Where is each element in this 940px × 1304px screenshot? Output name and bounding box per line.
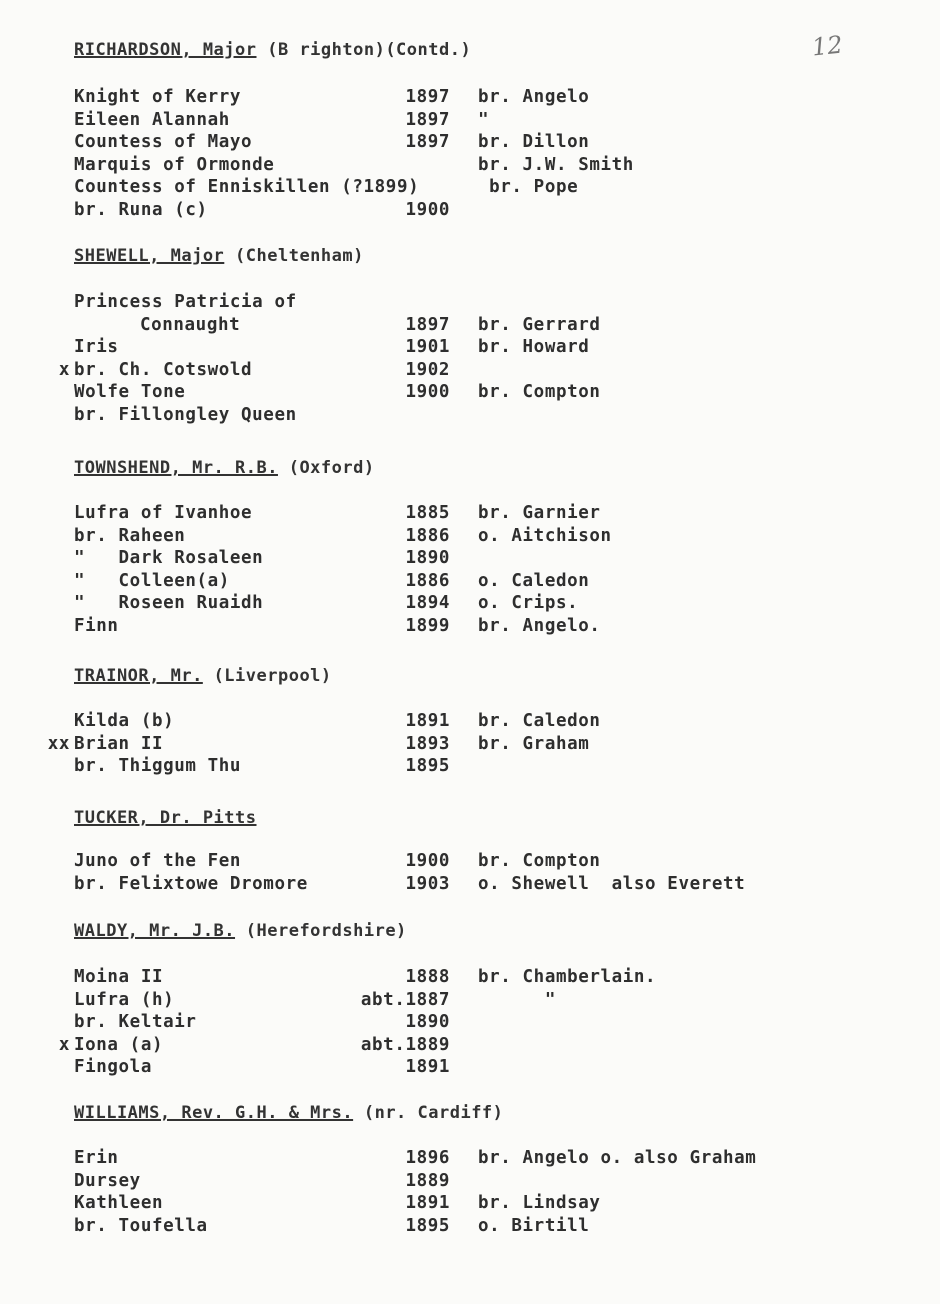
entry-year: 1886 — [405, 570, 450, 591]
entry-note: o. Birtill — [478, 1215, 590, 1236]
breeder-location: (Oxford) — [277, 458, 375, 478]
breeder-name: SHEWELL, Major — [74, 246, 225, 266]
entry-note: br. Angelo o. also Graham — [478, 1148, 757, 1168]
entry-year: 1891 — [405, 1193, 450, 1213]
dog-entry — [0, 1035, 940, 1058]
dog-list — [0, 87, 940, 222]
dog-name: Dursey — [74, 1170, 141, 1191]
breeder-heading — [74, 40, 471, 60]
entry-note: br. Graham — [478, 733, 590, 754]
dog-name: " Dark Rosaleen — [74, 548, 264, 568]
dog-entry — [0, 382, 940, 405]
entry-year: 1897 — [405, 109, 450, 130]
page-number: 12 — [810, 30, 844, 62]
breeder-location: (Cheltenham) — [224, 246, 364, 266]
dog-entry — [0, 548, 940, 571]
dog-name: br. Felixtowe Dromore — [74, 873, 308, 894]
dog-entry — [0, 315, 940, 338]
entry-year: 1885 — [405, 503, 450, 523]
dog-list — [0, 711, 940, 779]
dog-name: Lufra of Ivanhoe — [74, 503, 253, 523]
dog-name: Juno of the Fen — [74, 851, 242, 871]
breeder-location: (Herefordshire) — [235, 921, 407, 941]
dog-name: Iris — [74, 337, 119, 357]
entry-year: abt.1889 — [360, 1034, 450, 1055]
dog-name: " Colleen(a) — [74, 570, 230, 591]
entry-mark: xx — [47, 733, 70, 754]
dog-name: Iona (a) — [74, 1034, 164, 1055]
dog-entry — [0, 571, 940, 594]
breeder-name: TOWNSHEND, Mr. R.B. — [74, 458, 278, 478]
dog-list — [0, 851, 940, 896]
breeder-name: WILLIAMS, Rev. G.H. & Mrs. — [74, 1103, 354, 1123]
dog-entry — [0, 1216, 940, 1239]
dog-entry — [0, 503, 940, 526]
entry-year: 1897 — [405, 314, 450, 335]
dog-name: Connaught — [140, 314, 241, 335]
entry-year: 1897 — [405, 132, 450, 152]
entry-year: 1902 — [405, 359, 450, 380]
dog-list — [0, 503, 940, 638]
breeder-heading — [74, 458, 375, 478]
dog-name: br. Keltair — [74, 1012, 197, 1032]
dog-name: br. Fillongley Queen — [74, 404, 297, 425]
dog-entry — [0, 87, 940, 110]
dog-entry — [0, 1193, 940, 1216]
dog-name: Knight of Kerry — [74, 87, 242, 107]
dog-entry — [0, 110, 940, 133]
dog-entry — [0, 292, 940, 315]
dog-entry — [0, 874, 940, 897]
entry-year: 1891 — [405, 711, 450, 731]
entry-year: 1903 — [405, 873, 450, 894]
entry-note: o. Aitchison — [478, 525, 612, 546]
dog-name: Moina II — [74, 967, 164, 987]
dog-entry — [0, 1171, 940, 1194]
entry-note: br. Dillon — [478, 132, 590, 152]
entry-note: br. Gerrard — [478, 314, 601, 335]
dog-name: br. Ch. Cotswold — [74, 359, 253, 380]
dog-name: Fingola — [74, 1057, 152, 1077]
dog-entry — [0, 756, 940, 779]
breeder-heading — [74, 666, 332, 686]
dog-entry — [0, 1148, 940, 1171]
dog-entry — [0, 734, 940, 757]
entry-note: br. J.W. Smith — [478, 154, 634, 175]
breeder-name: TUCKER, Dr. Pitts — [74, 808, 257, 828]
entry-note: " — [478, 109, 490, 130]
entry-year: 1900 — [405, 851, 450, 871]
entry-note: br. Angelo. — [478, 615, 601, 636]
entry-mark: x — [58, 1034, 70, 1055]
dog-entry — [0, 200, 940, 223]
dog-name: Kathleen — [74, 1193, 164, 1213]
dog-name: Lufra (h) — [74, 989, 175, 1010]
dog-entry — [0, 337, 940, 360]
dog-entry — [0, 711, 940, 734]
dog-entry — [0, 1057, 940, 1080]
dog-entry — [0, 405, 940, 428]
entry-year: 1895 — [405, 1215, 450, 1236]
breeder-name: WALDY, Mr. J.B. — [74, 921, 236, 941]
dog-name: Wolfe Tone — [74, 382, 186, 402]
entry-year: 1891 — [405, 1057, 450, 1077]
entry-year: 1897 — [405, 87, 450, 107]
breeder-location: (Liverpool) — [202, 666, 332, 686]
dog-list — [0, 967, 940, 1080]
dog-entry — [0, 360, 940, 383]
dog-entry — [0, 967, 940, 990]
breeder-name: RICHARDSON, Major — [74, 40, 257, 60]
dog-name: Erin — [74, 1148, 119, 1168]
entry-year: 1899 — [405, 615, 450, 636]
entry-note: br. Compton — [478, 382, 601, 402]
entry-note: br. Compton — [478, 851, 601, 871]
dog-name: br. Runa (c) — [74, 199, 208, 220]
dog-name: Finn — [74, 615, 119, 636]
entry-note: br. Lindsay — [478, 1193, 601, 1213]
dog-name: Marquis of Ormonde — [74, 154, 275, 175]
breeder-heading — [74, 921, 407, 941]
breeder-heading — [74, 808, 257, 828]
dog-name: Countess of Mayo — [74, 132, 253, 152]
entry-note: o. Caledon — [478, 570, 590, 591]
entry-year: 1900 — [405, 199, 450, 220]
dog-name: Kilda (b) — [74, 711, 175, 731]
dog-entry — [0, 616, 940, 639]
dog-name: Princess Patricia of — [74, 292, 297, 312]
entry-note: o. Shewell also Everett — [478, 873, 746, 894]
dog-entry — [0, 155, 940, 178]
breeder-name: TRAINOR, Mr. — [74, 666, 203, 686]
entry-year: 1889 — [405, 1170, 450, 1191]
entry-note: o. Crips. — [478, 593, 579, 613]
entry-note: br. Pope — [478, 177, 579, 197]
entry-note: " — [478, 989, 556, 1010]
dog-list — [0, 292, 940, 427]
dog-entry — [0, 593, 940, 616]
dog-entry — [0, 132, 940, 155]
entry-year: 1893 — [405, 733, 450, 754]
entry-year: 1901 — [405, 337, 450, 357]
dog-entry — [0, 851, 940, 874]
entry-year: 1894 — [405, 593, 450, 613]
dog-entry — [0, 177, 940, 200]
dog-name: br. Toufella — [74, 1215, 208, 1236]
entry-year: 1896 — [405, 1148, 450, 1168]
entry-note: br. Howard — [478, 337, 590, 357]
entry-note: br. Caledon — [478, 711, 601, 731]
breeder-location: (nr. Cardiff) — [353, 1103, 504, 1123]
entry-year: 1888 — [405, 967, 450, 987]
dog-name: Countess of Enniskillen (?1899) — [74, 177, 420, 197]
entry-note: br. Angelo — [478, 87, 590, 107]
entry-note: br. Chamberlain. — [478, 967, 657, 987]
entry-year: 1886 — [405, 525, 450, 546]
breeder-location: (B righton)(Contd.) — [256, 40, 472, 60]
dog-entry — [0, 526, 940, 549]
dog-name: Eileen Alannah — [74, 109, 230, 130]
dog-name: br. Raheen — [74, 525, 186, 546]
dog-list — [0, 1148, 940, 1238]
entry-year: abt.1887 — [360, 989, 450, 1010]
entry-mark: x — [58, 359, 70, 380]
dog-entry — [0, 990, 940, 1013]
breeder-heading — [74, 246, 364, 266]
entry-year: 1890 — [405, 1012, 450, 1032]
dog-name: " Roseen Ruaidh — [74, 593, 264, 613]
entry-year: 1900 — [405, 382, 450, 402]
entry-year: 1895 — [405, 756, 450, 776]
dog-name: br. Thiggum Thu — [74, 756, 242, 776]
entry-year: 1890 — [405, 548, 450, 568]
breeder-heading — [74, 1103, 503, 1123]
entry-note: br. Garnier — [478, 503, 601, 523]
dog-entry — [0, 1012, 940, 1035]
dog-name: Brian II — [74, 733, 164, 754]
